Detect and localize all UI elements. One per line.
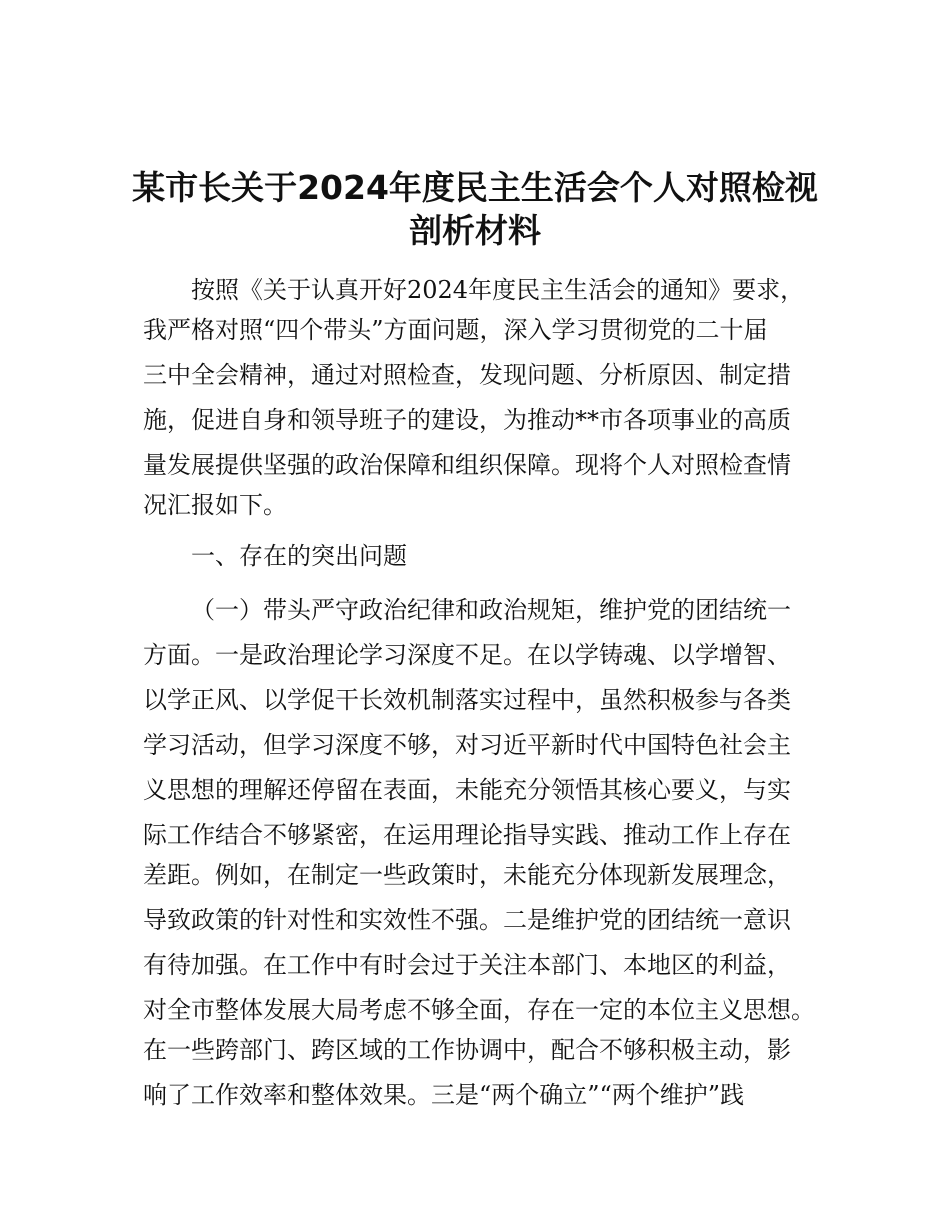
body-line-1: （一）带头严守政治纪律和政治规矩，维护党的团结统一 <box>191 596 791 624</box>
document-title-line-2: 剖析材料 <box>409 211 541 250</box>
body-line-11: 在一些跨部门、跨区域的工作协调中，配合不够积极主动，影 <box>143 1036 791 1064</box>
document-title-line-1: 某市长关于2024年度民主生活会个人对照检视 <box>132 168 818 207</box>
body-line-5: 义思想的理解还停留在表面，未能充分领悟其核心要义，与实 <box>143 776 791 804</box>
body-line-6: 际工作结合不够紧密，在运用理论指导实践、推动工作上存在 <box>143 821 791 849</box>
intro-line-5: 量发展提供坚强的政治保障和组织保障。现将个人对照检查情 <box>143 451 791 479</box>
body-line-3: 以学正风、以学促干长效机制落实过程中，虽然积极参与各类 <box>143 686 791 714</box>
body-line-10: 对全市整体发展大局考虑不够全面，存在一定的本位主义思想。 <box>143 996 815 1024</box>
intro-line-3: 三中全会精神，通过对照检查，发现问题、分析原因、制定措 <box>143 361 791 389</box>
intro-line-4: 施，促进自身和领导班子的建设，为推动**市各项事业的高质 <box>143 406 791 434</box>
intro-line-6: 况汇报如下。 <box>143 491 287 519</box>
body-line-4: 学习活动，但学习深度不够，对习近平新时代中国特色社会主 <box>143 731 791 759</box>
intro-line-2: 我严格对照“四个带头”方面问题，深入学习贯彻党的二十届 <box>143 316 768 344</box>
section-heading: 一、存在的突出问题 <box>191 542 407 570</box>
body-line-9: 有待加强。在工作中有时会过于关注本部门、本地区的利益， <box>143 951 791 979</box>
body-line-7: 差距。例如，在制定一些政策时，未能充分体现新发展理念， <box>143 861 791 889</box>
intro-line-1: 按照《关于认真开好2024年度民主生活会的通知》要求， <box>191 276 805 304</box>
body-line-8: 导致政策的针对性和实效性不强。二是维护党的团结统一意识 <box>143 906 791 934</box>
body-line-2: 方面。一是政治理论学习深度不足。在以学铸魂、以学增智、 <box>143 641 791 669</box>
body-line-12: 响了工作效率和整体效果。三是“两个确立”“两个维护”践 <box>143 1081 745 1109</box>
